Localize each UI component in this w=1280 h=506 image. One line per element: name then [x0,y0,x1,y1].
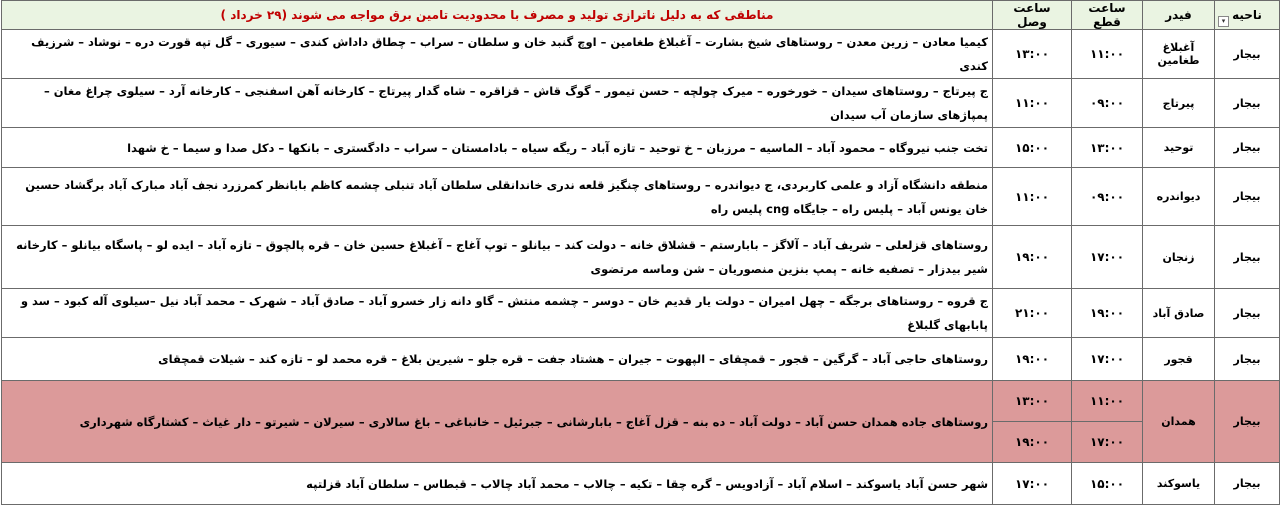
header-nahie-label: ناحیه [1232,8,1262,22]
cell-areas: منطقه دانشگاه آزاد و علمی کاربردی، ج دیواندره – روستاهای چنگیز قلعه ندری خاندانقلی سلطان آباد تنبلی چشمه کاظم بابانظر کمرزرد نجف آباد مبارک آباد برگشاد حسین خان یونس آباد – پلیس راه – جایگاه cng پلیس راه [2,168,993,226]
cell-nahie: بیجار [1215,30,1280,79]
table-row [2,168,1280,226]
table-row [2,30,1280,79]
cell-end-time: ۲۱:۰۰ [993,289,1072,338]
cell-nahie: بیجار [1215,128,1280,168]
cell-nahie: بیجار [1215,226,1280,289]
cell-feeder: قجور [1143,338,1215,381]
table-row [2,79,1280,128]
cell-start-time: ۰۹:۰۰ [1072,79,1143,128]
table-row [2,128,1280,168]
cell-nahie: بیجار [1215,338,1280,381]
header-feeder: فیدر [1143,1,1215,30]
cell-start-time: ۱۳:۰۰ [1072,128,1143,168]
cell-feeder: دیواندره [1143,168,1215,226]
cell-areas: روستاهای جاده همدان حسن آباد – دولت آباد – ده بنه – قزل آغاج – بابارشانی – جبرئیل – خانباغی – باغ سالاری – سیرلان – شیرتو – دار غیاث – کشتارگاه شهرداری [2,381,993,463]
cell-start-time: ۱۵:۰۰ [1072,463,1143,505]
cell-start-time: ۱۱:۰۰ [1072,381,1143,422]
cell-end-time: ۱۵:۰۰ [993,128,1072,168]
cell-feeder: صادق آباد [1143,289,1215,338]
header-start-time: ساعت قطع [1072,1,1143,30]
cell-start-time: ۰۹:۰۰ [1072,168,1143,226]
header-row [2,1,1280,30]
cell-end-time: ۱۳:۰۰ [993,30,1072,79]
cell-start-time: ۱۹:۰۰ [1072,289,1143,338]
cell-areas: ج قروه – روستاهای برجگه – چهل امیران – دولت یار قدیم خان – دوسر – چشمه منتش – گاو دانه زار خسرو آباد – صادق آباد – شهرک – محمد آباد نیل –سیلوی آله کبود – سد و پابابهای گلبلاغ [2,289,993,338]
cell-start-time: ۱۱:۰۰ [1072,30,1143,79]
cell-areas: ج پیرتاج – روستاهای سیدان – خورخوره – میرک چولچه – حسن تیمور – گوگ قاش – قزاقره – شاه گدار پیرتاج – کارخانه آهن اسفنجی – کارخانه آرد – سیلوی چراغ مغان – پمپاژهای سازمان آب سیدان [2,79,993,128]
cell-end-time: ۱۳:۰۰ [993,381,1072,422]
cell-nahie: بیجار [1215,381,1280,463]
cell-nahie: بیجار [1215,463,1280,505]
cell-end-time: ۱۹:۰۰ [993,226,1072,289]
power-outage-schedule-table [1,0,1280,505]
cell-start-time: ۱۷:۰۰ [1072,338,1143,381]
table-row [2,289,1280,338]
cell-end-time: ۱۷:۰۰ [993,463,1072,505]
cell-start-time: ۱۷:۰۰ [1072,226,1143,289]
cell-areas: کیمیا معادن – زرین معدن – روستاهای شیخ بشارت – آغبلاغ طغامین – اوچ گنبد خان و سلطان – سراب – چطاق داداش کندی – سیوری – گل تپه قورت دره – نوشاد – شرزیف کندی [2,30,993,79]
table-row [2,338,1280,381]
cell-feeder: آغبلاغ طغامین [1143,30,1215,79]
cell-start-time-2: ۱۷:۰۰ [1072,422,1143,463]
cell-end-time: ۱۹:۰۰ [993,338,1072,381]
cell-feeder: همدان [1143,381,1215,463]
table-row [2,226,1280,289]
cell-end-time-2: ۱۹:۰۰ [993,422,1072,463]
cell-areas: روستاهای قزلعلی – شریف آباد – آلاگز – بابارستم – قشلاق خانه – دولت کند – بیانلو – توپ آغاج – آغبلاغ حسین خان – قره پالچوق – تازه آباد – ایده لو – پاسگاه بیانلو – کارخانه شیر بیدزار – تصفیه خانه – پمپ بنزین منصوریان – شن وماسه مرتضوی [2,226,993,289]
cell-feeder: پیرتاج [1143,79,1215,128]
header-nahie[interactable] [1215,1,1280,30]
cell-areas: روستاهای حاجی آباد – گرگین – قجور – قمچقای – الپهوت – جیران – هشتاد جفت – قره جلو – شیرین بلاغ – قره محمد لو – تازه کند – شیلات قمچقای [2,338,993,381]
cell-nahie: بیجار [1215,289,1280,338]
cell-feeder: توحید [1143,128,1215,168]
cell-end-time: ۱۱:۰۰ [993,79,1072,128]
cell-areas: شهر حسن آباد یاسوکند – اسلام آباد – آزادویس – گره چقا – تکیه – چالاب – محمد آباد چالاب – قبطاس – سلطان آباد قزلتپه [2,463,993,505]
filter-dropdown-icon[interactable]: ▾ [1218,16,1229,27]
header-end-time: ساعت وصل [993,1,1072,30]
cell-end-time: ۱۱:۰۰ [993,168,1072,226]
table-row-highlighted [2,381,1280,422]
table-title: مناطقی که به دلیل ناترازی تولید و مصرف با محدودیت تامین برق مواجه می شوند (۲۹ خرداد ) [2,1,993,30]
table-row [2,463,1280,505]
cell-areas: تخت جنب نیروگاه – محمود آباد – الماسیه – مرزبان – خ توحید – تازه آباد – ریگه سیاه – بادامستان – سراب – دادگستری – بانکها – دکل صدا و سیما – خ شهدا [2,128,993,168]
cell-nahie: بیجار [1215,79,1280,128]
cell-nahie: بیجار [1215,168,1280,226]
cell-feeder: یاسوکند [1143,463,1215,505]
cell-feeder: زنجان [1143,226,1215,289]
